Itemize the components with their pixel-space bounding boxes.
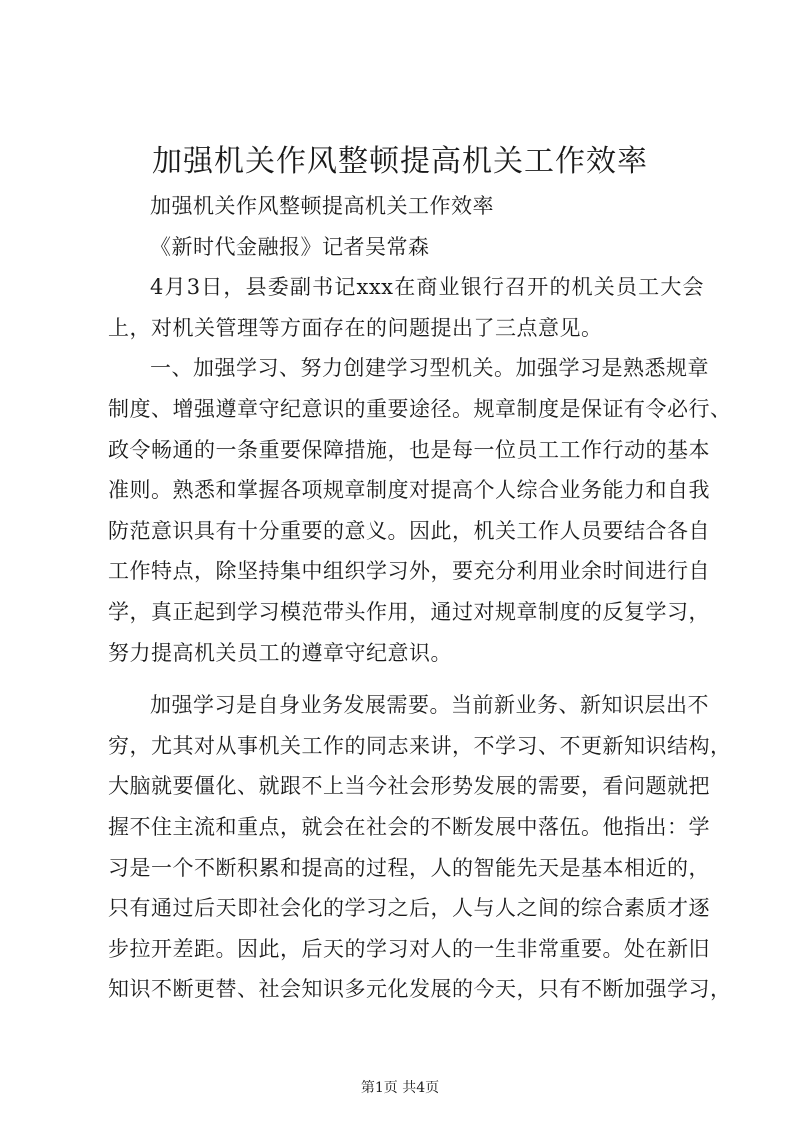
text-line: 准则。熟悉和掌握各项规章制度对提高个人综合业务能力和自我 — [108, 478, 710, 503]
text-line: 知识不断更替、社会知识多元化发展的今天，只有不断加强学习， — [108, 977, 732, 1002]
text-line: 穷，尤其对从事机关工作的同志来讲，不学习、不更新知识结构， — [108, 733, 732, 758]
text-line: 上，对机关管理等方面存在的问题提出了三点意见。 — [108, 315, 603, 340]
text-line: 加强学习是自身业务发展需要。当前新业务、新知识层出不 — [150, 693, 709, 718]
page-footer: 第1页 共4页 — [360, 1080, 440, 1096]
text-line: 努力提高机关员工的遵章守纪意识。 — [108, 640, 452, 665]
text-line: 政令畅通的一条重要保障措施，也是每一位员工工作行动的基本 — [108, 437, 710, 462]
text-line: 只有通过后天即社会化的学习之后，人与人之间的综合素质才逐 — [108, 896, 710, 921]
text-line: 步拉开差距。因此，后天的学习对人的一生非常重要。处在新旧 — [108, 936, 710, 961]
text-line: 一、加强学习、努力创建学习型机关。加强学习是熟悉规章 — [150, 356, 709, 381]
text-line: 《新时代金融报》记者吴常森 — [150, 234, 430, 259]
text-line: 握不住主流和重点，就会在社会的不断发展中落伍。他指出：学 — [108, 814, 710, 839]
text-line: 制度、增强遵章守纪意识的重要途径。规章制度是保证有令必行、 — [108, 396, 732, 421]
text-line: 习是一个不断积累和提高的过程，人的智能先天是基本相近的， — [108, 855, 710, 880]
text-line: 加强机关作风整顿提高机关工作效率 — [150, 194, 494, 218]
text-line: 大脑就要僵化、就跟不上当今社会形势发展的需要，看问题就把 — [108, 774, 710, 799]
document-body — [108, 186, 732, 1010]
text-line: 学，真正起到学习模范带头作用，通过对规章制度的反复学习， — [108, 599, 710, 624]
document-title: 加强机关作风整顿提高机关工作效率 — [152, 144, 648, 179]
text-line: 防范意识具有十分重要的意义。因此，机关工作人员要结合各自 — [108, 518, 710, 543]
text-line: 4月3日，县委副书记xxx在商业银行召开的机关员工大会 — [150, 275, 704, 300]
text-line: 工作特点，除坚持集中组织学习外，要充分利用业余时间进行自 — [108, 559, 710, 584]
paragraph-gap — [108, 673, 704, 685]
